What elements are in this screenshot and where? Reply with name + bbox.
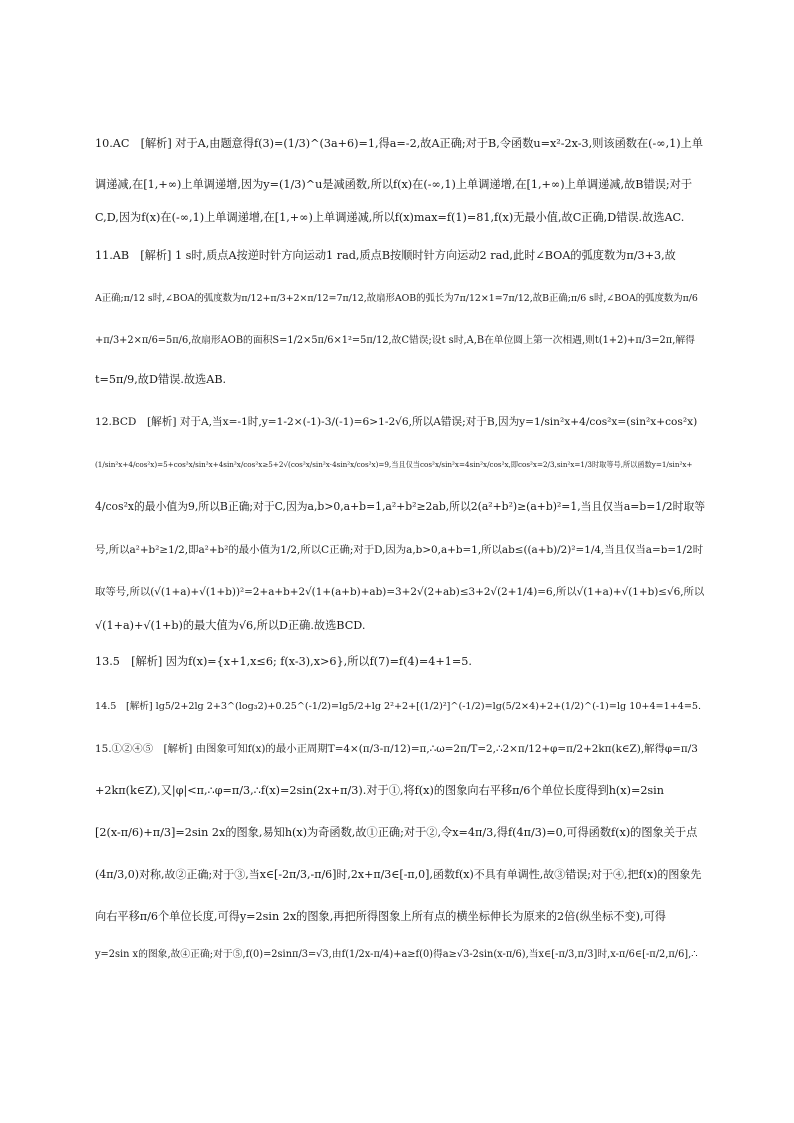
text-line: 12.BCD [解析] 对于A,当x=-1时,y=1-2×(-1)-3/(-1)=6>1-2√6,所以A错误;对于B,因为y=1/sin²x+4/cos²x=(sin²x+cos²x) xyxy=(95,416,698,428)
text-line: (1/sin²x+4/cos²x)=5+cos²x/sin²x+4sin²x/cos²x≥5+2√(cos²x/sin²x·4sin²x/cos²x)=9,当且仅当cos²x/sin²x=4sin²x/cos²x,即cos²x=2/3,sin²x=1/3时取等号,所以函数y=1/sin²x+ xyxy=(95,460,693,469)
text-line: 10.AC [解析] 对于A,由题意得f(3)=(1/3)^(3a+6)=1,得a=-2,故A正确;对于B,令函数u=x²-2x-3,则该函数在(-∞,1)上单 xyxy=(95,137,704,150)
text-line: 取等号,所以(√(1+a)+√(1+b))²=2+a+b+2√(1+(a+b)+ab)=3+2√(2+ab)≤3+2√(2+1/4)=6,所以√(1+a)+√(1+b)≤√6,所以 xyxy=(95,586,705,598)
text-line: (4π/3,0)对称,故②正确;对于③,当x∈[-2π/3,-π/6]时,2x+π/3∈[-π,0],函数f(x)不具有单调性,故③错误;对于④,把f(x)的图象先 xyxy=(95,868,702,881)
text-line: 11.AB [解析] 1 s时,质点A按逆时针方向运动1 rad,质点B按顺时针方向运动2 rad,此时∠BOA的弧度数为π/3+3,故 xyxy=(95,249,676,262)
text-line: 号,所以a²+b²≥1/2,即a²+b²的最小值为1/2,所以C正确;对于D,因为a,b>0,a+b=1,所以ab≤((a+b)/2)²=1/4,当且仅当a=b=1/2时 xyxy=(95,544,704,556)
text-line: 调递减,在[1,+∞)上单调递增,因为y=(1/3)^u是减函数,所以f(x)在(-∞,1)上单调递增,在[1,+∞)上单调递减,故B错误;对于 xyxy=(95,178,693,191)
text-line: 15.①②④⑤ [解析] 由图象可知f(x)的最小正周期T=4×(π/3-π/12)=π,∴ω=2π/T=2,∴2×π/12+φ=π/2+2kπ(k∈Z),解得φ=π/3 xyxy=(95,743,698,755)
text-line: A正确;π/12 s时,∠BOA的弧度数为π/12+π/3+2×π/12=7π/12,故扇形AOB的弧长为7π/12×1=7π/12,故B正确;π/6 s时,∠BOA的弧度数为π/6 xyxy=(95,293,698,304)
text-line: √(1+a)+√(1+b)的最大值为√6,所以D正确.故选BCD. xyxy=(95,619,366,632)
text-line: 14.5 [解析] lg5/2+2lg 2+3^(log₃2)+0.25^(-1/2)=lg5/2+lg 2²+2+[(1/2)²]^(-1/2)=lg(5/2×4)+2+(1/2)^(-1)=lg 10+4=1+4=5. xyxy=(95,701,702,712)
text-line: 13.5 [解析] 因为f(x)={x+1,x≤6; f(x-3),x>6},所以f(7)=f(4)=4+1=5. xyxy=(95,655,472,668)
text-line: t=5π/9,故D错误.故选AB. xyxy=(95,373,227,386)
text-line: C,D,因为f(x)在(-∞,1)上单调递增,在[1,+∞)上单调递减,所以f(x)max=f(1)=81,f(x)无最小值,故C正确,D错误.故选AC. xyxy=(95,211,685,224)
text-line: [2(x-π/6)+π/3]=2sin 2x的图象,易知h(x)为奇函数,故①正确;对于②,令x=4π/3,得f(4π/3)=0,可得函数f(x)的图象关于点 xyxy=(95,826,698,839)
text-line: +2kπ(k∈Z),又|φ|<π,∴φ=π/3,∴f(x)=2sin(2x+π/3).对于①,将f(x)的图象向右平移π/6个单位长度得到h(x)=2sin xyxy=(95,784,664,797)
text-line: 4/cos²x的最小值为9,所以B正确;对于C,因为a,b>0,a+b=1,a²+b²≥2ab,所以2(a²+b²)≥(a+b)²=1,当且仅当a=b=1/2时取等 xyxy=(95,500,705,513)
text-line: +π/3+2×π/6=5π/6,故扇形AOB的面积S=1/2×5π/6×1²=5π/12,故C错误;设t s时,A,B在单位圆上第一次相遇,则t(1+2)+π/3=2π,解得 xyxy=(95,335,695,346)
text-line: y=2sin x的图象,故④正确;对于⑤,f(0)=2sinπ/3=√3,由f(1/2x-π/4)+a≥f(0)得a≥√3-2sin(x-π/6),当x∈[-π/3,π/3]时,x-π/6∈[-π/2,π/6],∴ xyxy=(95,949,698,960)
text-line: 向右平移π/6个单位长度,可得y=2sin 2x的图象,再把所得图象上所有点的横坐标伸长为原来的2倍(纵坐标不变),可得 xyxy=(95,910,666,923)
